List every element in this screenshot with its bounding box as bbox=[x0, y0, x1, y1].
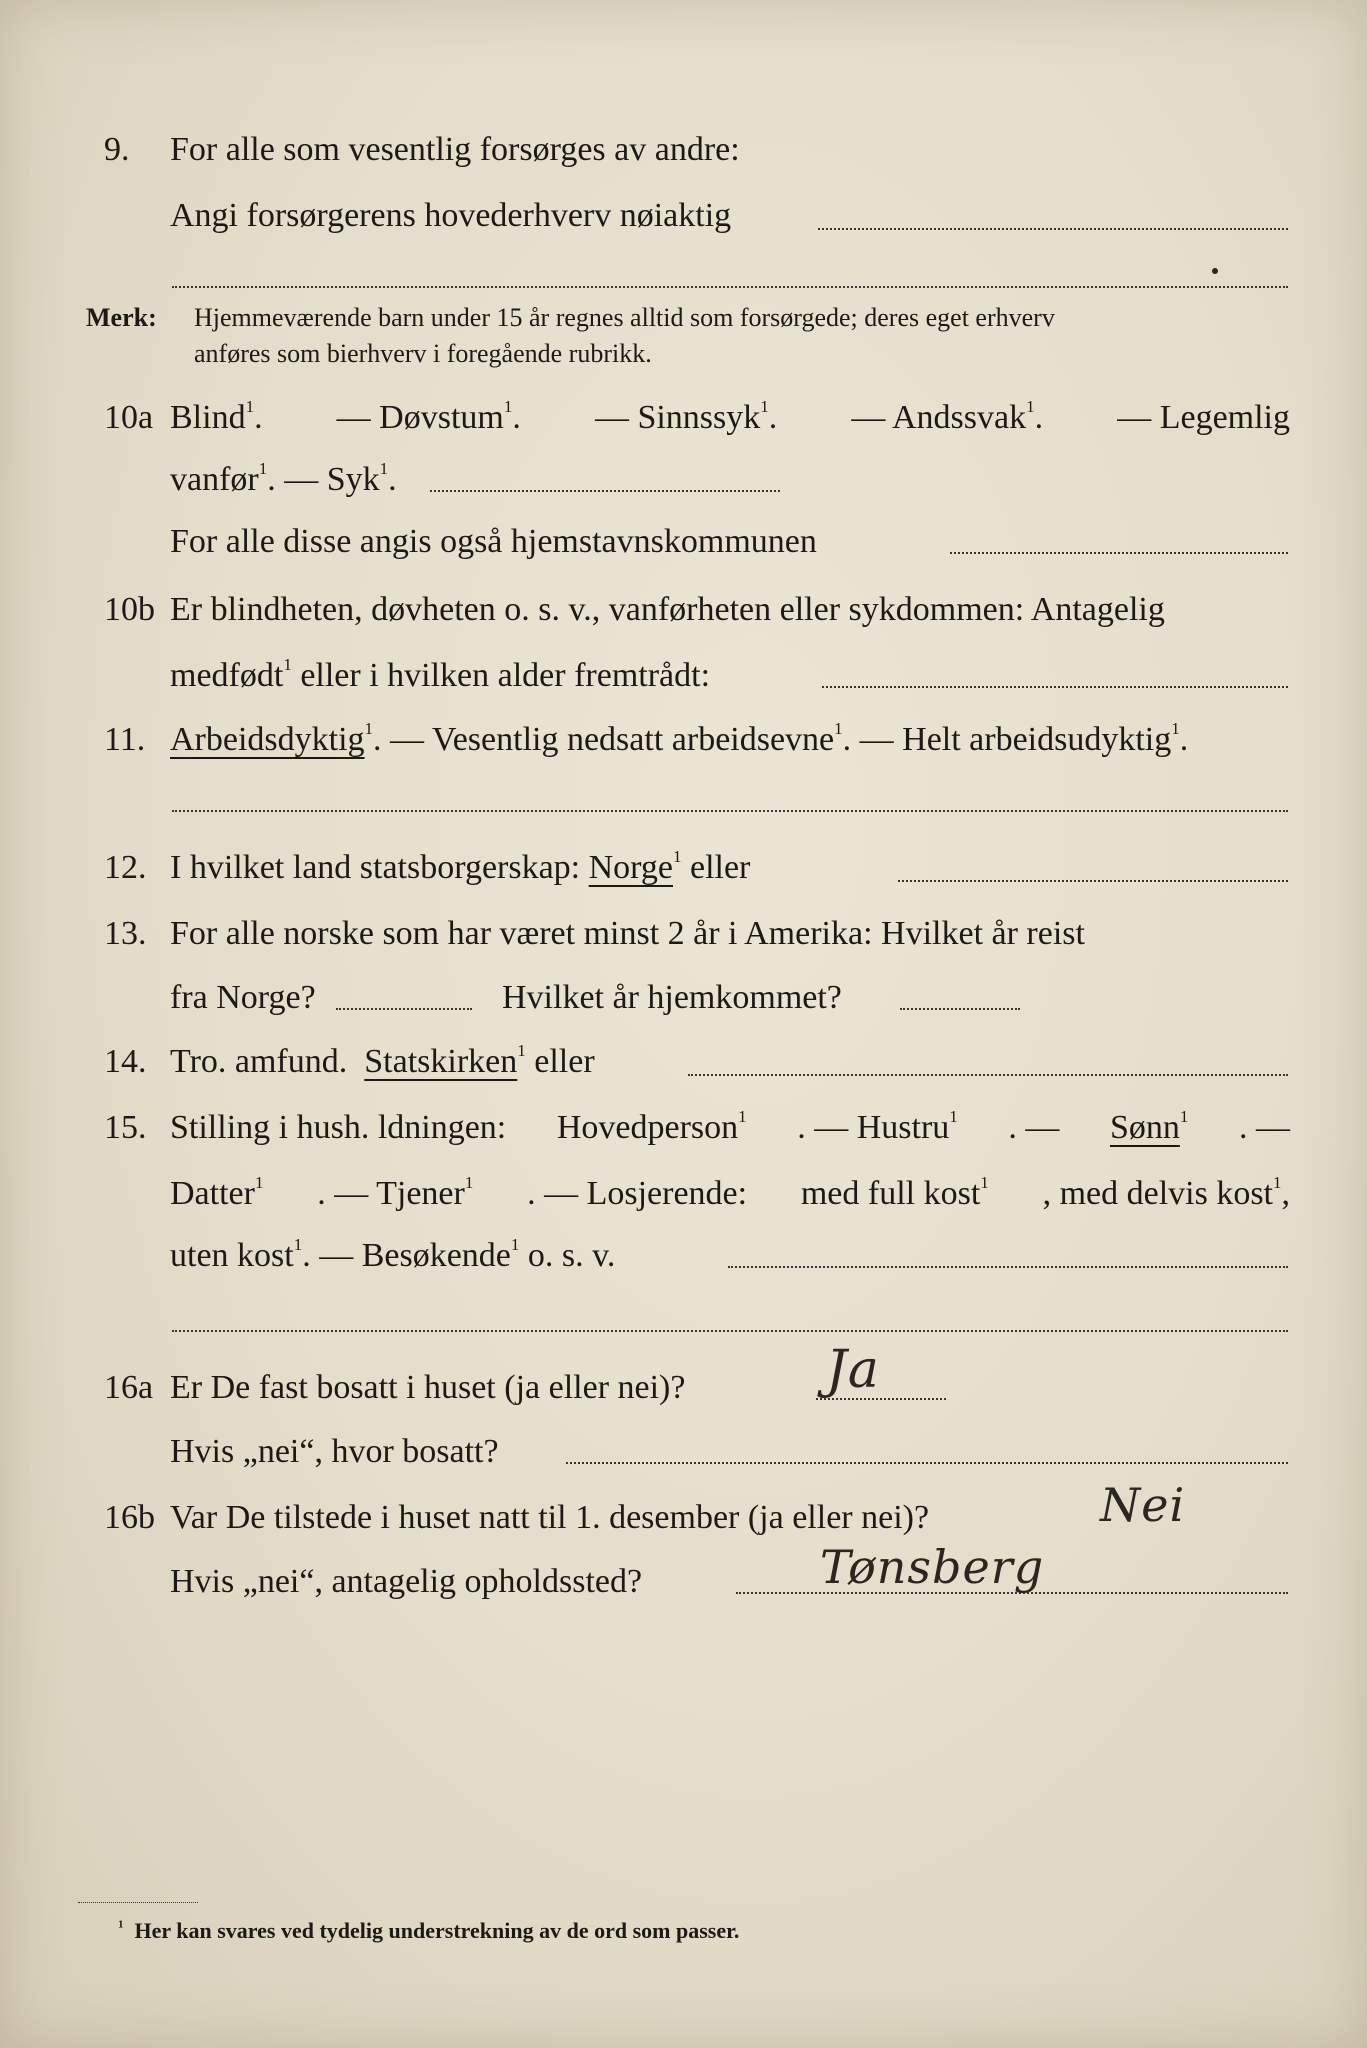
option-sonn[interactable]: Sønn$^1$ bbox=[1109, 1106, 1189, 1146]
q12-answer-line[interactable] bbox=[898, 880, 1288, 882]
q13-hjemkommet-label: Hvilket år hjemkommet? bbox=[502, 979, 842, 1016]
q10a-text-2 bbox=[170, 458, 397, 502]
q13-hjemkommet-line[interactable] bbox=[900, 1008, 1020, 1010]
q15-text-3: uten kost$^1$. — Besøkende$^1$ o. s. v. bbox=[170, 1234, 616, 1274]
q9-answer-line-2[interactable] bbox=[172, 286, 1288, 288]
footnote-rule bbox=[78, 1902, 198, 1903]
q14-text: Tro. amfund. Statskirken$^1$ eller bbox=[170, 1040, 595, 1080]
q13-text: For alle norske som har været minst 2 år i Amerika: Hvilket år reist bbox=[170, 915, 1085, 952]
q10b-answer-line[interactable] bbox=[822, 686, 1288, 688]
q10a-text-3: For alle disse angis også hjemstavnskommunen bbox=[170, 523, 817, 560]
q14-answer-line[interactable] bbox=[688, 1074, 1288, 1076]
option-besokende[interactable]: . — Besøkende$^1$ bbox=[302, 1234, 520, 1274]
option-hovedperson[interactable]: Hovedperson$^1$ bbox=[556, 1106, 747, 1146]
q10b-number: 10b bbox=[104, 591, 155, 628]
q15-answer-line[interactable] bbox=[728, 1266, 1288, 1268]
q10a-hjemstavn-line[interactable] bbox=[950, 552, 1288, 554]
option-hustru[interactable]: . — Hustru$^1$ bbox=[797, 1106, 958, 1146]
q16a-bosatt-line[interactable] bbox=[566, 1462, 1288, 1464]
option-andssvak[interactable]: — Andssvak$^1$. bbox=[851, 396, 1044, 436]
q11-number: 11. bbox=[104, 721, 146, 758]
q13-number: 13. bbox=[104, 915, 147, 952]
q16a-text-2: Hvis „nei“, hvor bosatt? bbox=[170, 1433, 499, 1470]
q16b-handwritten-answer: Nei bbox=[1100, 1478, 1186, 1532]
q9-text-2: Angi forsørgerens hovederhverv nøiaktig bbox=[170, 197, 732, 234]
q16b-handwritten-place: Tønsberg bbox=[820, 1540, 1045, 1594]
q15-answer-line-2[interactable] bbox=[172, 1330, 1288, 1332]
footnote-text: Her kan svares ved tydelig understrekning av de ord som passer. bbox=[134, 1918, 740, 1943]
q9-number: 9. bbox=[104, 131, 130, 168]
ink-speck bbox=[1212, 268, 1218, 274]
option-dovstum[interactable]: — Døvstum$^1$. bbox=[336, 396, 521, 436]
footnote-mark: 1 bbox=[118, 1918, 124, 1931]
option-vanfor[interactable]: vanfør$^1$ bbox=[170, 458, 268, 498]
option-medfodt[interactable]: medfødt$^1$ bbox=[170, 654, 292, 694]
q15-number: 15. bbox=[104, 1109, 147, 1146]
option-udyktig[interactable]: . — Helt arbeidsudyktig bbox=[842, 721, 1172, 758]
q12-number: 12. bbox=[104, 849, 147, 886]
option-legemlig[interactable]: — Legemlig bbox=[1117, 399, 1290, 436]
q10b-text: Er blindheten, døvheten o. s. v., vanførheten eller sykdommen: Antagelig bbox=[170, 591, 1165, 628]
q13-reist-line[interactable] bbox=[336, 1008, 472, 1010]
q16a-handwritten-answer: Ja bbox=[826, 1340, 880, 1400]
q16a-number: 16a bbox=[104, 1369, 154, 1406]
option-blind[interactable]: Blind$^1$. bbox=[170, 396, 263, 436]
option-nedsatt[interactable]: . — Vesentlig nedsatt arbeidsevne bbox=[373, 721, 835, 758]
option-sinnssyk[interactable]: — Sinnssyk$^1$. bbox=[594, 396, 778, 436]
merk-text: Hjemmeværende barn under 15 år regnes alltid som forsørgede; deres eget erhverv bbox=[194, 303, 1055, 332]
option-arbeidsdyktig[interactable]: Arbeidsdyktig bbox=[170, 721, 365, 758]
option-delvis-kost[interactable]: , med delvis kost$^1$, bbox=[1042, 1172, 1290, 1212]
q14-number: 14. bbox=[104, 1043, 147, 1080]
option-norge[interactable]: Norge bbox=[588, 849, 673, 886]
q11-text: Arbeidsdyktig$^1$. — Vesentlig nedsatt arbeidsevne$^1$. — Helt arbeidsudyktig$^1$. bbox=[170, 718, 1189, 758]
q15-options-2: Datter$^1$ . — Tjener$^1$ . — Losjerende: med full kost$^1$ , med delvis kost$^1$, bbox=[170, 1172, 1290, 1216]
merk-label: Merk: bbox=[86, 303, 157, 332]
q9-answer-line[interactable] bbox=[818, 228, 1288, 230]
option-syk[interactable]: . — Syk$^1$. bbox=[267, 458, 397, 498]
merk-text-2: anføres som bierhverv i foregående rubrikk. bbox=[194, 339, 652, 368]
option-datter[interactable]: Datter$^1$ bbox=[170, 1172, 264, 1212]
q16b-text: Var De tilstede i huset natt til 1. desember (ja eller nei)? bbox=[170, 1499, 930, 1536]
q11-answer-line[interactable] bbox=[172, 810, 1288, 812]
q10a-options bbox=[170, 396, 1290, 440]
q16b-number: 16b bbox=[104, 1499, 155, 1536]
q10a-answer-line[interactable] bbox=[430, 490, 780, 492]
q12-text: I hvilket land statsborgerskap: Norge$^1$ eller bbox=[170, 846, 751, 886]
q16a-text: Er De fast bosatt i huset (ja eller nei)? bbox=[170, 1369, 686, 1406]
q16b-text-2: Hvis „nei“, antagelig opholdssted? bbox=[170, 1563, 643, 1600]
q13-reist-label: fra Norge? bbox=[170, 979, 316, 1016]
q15-options: Stilling i hush. ldningen: Hovedperson$^1$ . — Hustru$^1$ . — Sønn$^1$ . — bbox=[170, 1106, 1290, 1150]
footnote bbox=[118, 1918, 739, 1944]
option-full-kost[interactable]: med full kost$^1$ bbox=[800, 1172, 989, 1212]
option-statskirken[interactable]: Statskirken bbox=[364, 1043, 518, 1080]
q10b-text-2: medfødt$^1$ eller i hvilken alder fremtrådt: bbox=[170, 654, 711, 694]
q10a-number: 10a bbox=[104, 399, 154, 436]
option-uten-kost[interactable]: uten kost$^1$ bbox=[170, 1234, 303, 1274]
q9-text: For alle som vesentlig forsørges av andre: bbox=[170, 131, 740, 168]
option-tjener[interactable]: . — Tjener$^1$ bbox=[317, 1172, 474, 1212]
